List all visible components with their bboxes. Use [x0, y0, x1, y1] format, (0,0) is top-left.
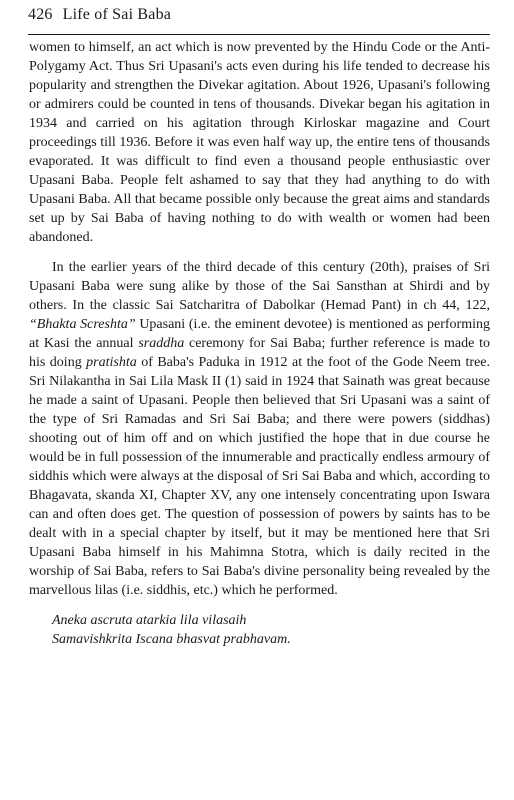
- page-header: [28, 6, 488, 24]
- text-run: of Baba's Paduka in 1912 at the foot of the Gode Neem tree. Sri Nilakantha in Sai Lila Mask II (1) said in 1924 that Sainath was great because he made a saint of Upasani. People then believed that Sri Upasani was a saint of the type of Sri Ramadas and Sri Sai Baba; and there were powers (siddhas) shooting out of him off and on which justified the hope that in due course he would be in full possession of the innumerable and practically endless armoury of siddhis which were always at the disposal of Sri Sai Baba and which, according to Bhagavata, skanda XI, Chapter XV, any one intensely concentrating upon Iswara can and often does get. The question of possession of powers by saints has to be dealt with in a special chapter by itself, but it may be mentioned here that Sri Upasani Baba himself in his Mahimna Stotra, which is daily recited in the worship of Sai Baba, refers to Sai Baba's divine personality being revealed by the marvellous lilas (i.e. siddhis, etc.) which he performed.: [29, 355, 490, 598]
- running-title: Life of Sai Baba: [62, 6, 172, 23]
- text-run: women to himself, an act which is now prevented by the Hindu Code or the Anti-Polygamy Act. Thus Sri Upasani's acts even during his life tended to decrease his popularity and strengthen the Divekar agitation. About 1926, Upasani's following or admirers could be counted in tens of thousands. Divekar began his agitation in 1934 and carried on his agitation through Kirloskar magazine and Court proceedings till 1936. Before it was even half way up, the entire tens of thousands evaporated. It was difficult to find even a thousand people enthusiastic over Upasani Baba. People felt ashamed to say that they had anything to do with Upasani Baba. All that became possible only because the great aims and standards set up by Sai Baba of having nothing to do with wealth or women had been abandoned.: [29, 40, 490, 245]
- paragraph-2: [29, 258, 490, 600]
- italic-term: “Bhakta Screshta”: [29, 317, 136, 332]
- verse-line-1: Aneka ascruta atarkia lila vilasaih: [52, 613, 247, 628]
- italic-term: sraddha: [138, 336, 185, 351]
- verse-line-2: Samavishkrita Iscana bhasvat prabhavam.: [52, 632, 291, 647]
- paragraph-1: [29, 38, 490, 247]
- text-run: ceremony for Sai Baba; further reference is made to his doing: [29, 336, 490, 370]
- header-rule: [28, 34, 490, 35]
- text-run: In the earlier years of the third decade of this century (20th), praises of Sri Upasani Baba were sung alike by those of the Sai Sansthan at Shirdi and by others. In the classic Sai Satcharitra of Dabolkar (Hemad Pant) in ch 44, 122,: [29, 260, 490, 313]
- page-number: 426: [28, 6, 53, 23]
- text-run: Upasani (i.e. the eminent devotee) is mentioned as performing at Kasi the annual: [29, 317, 490, 351]
- verse-quote: [29, 611, 490, 649]
- body-text: [29, 38, 490, 649]
- italic-term: pratishta: [86, 355, 137, 370]
